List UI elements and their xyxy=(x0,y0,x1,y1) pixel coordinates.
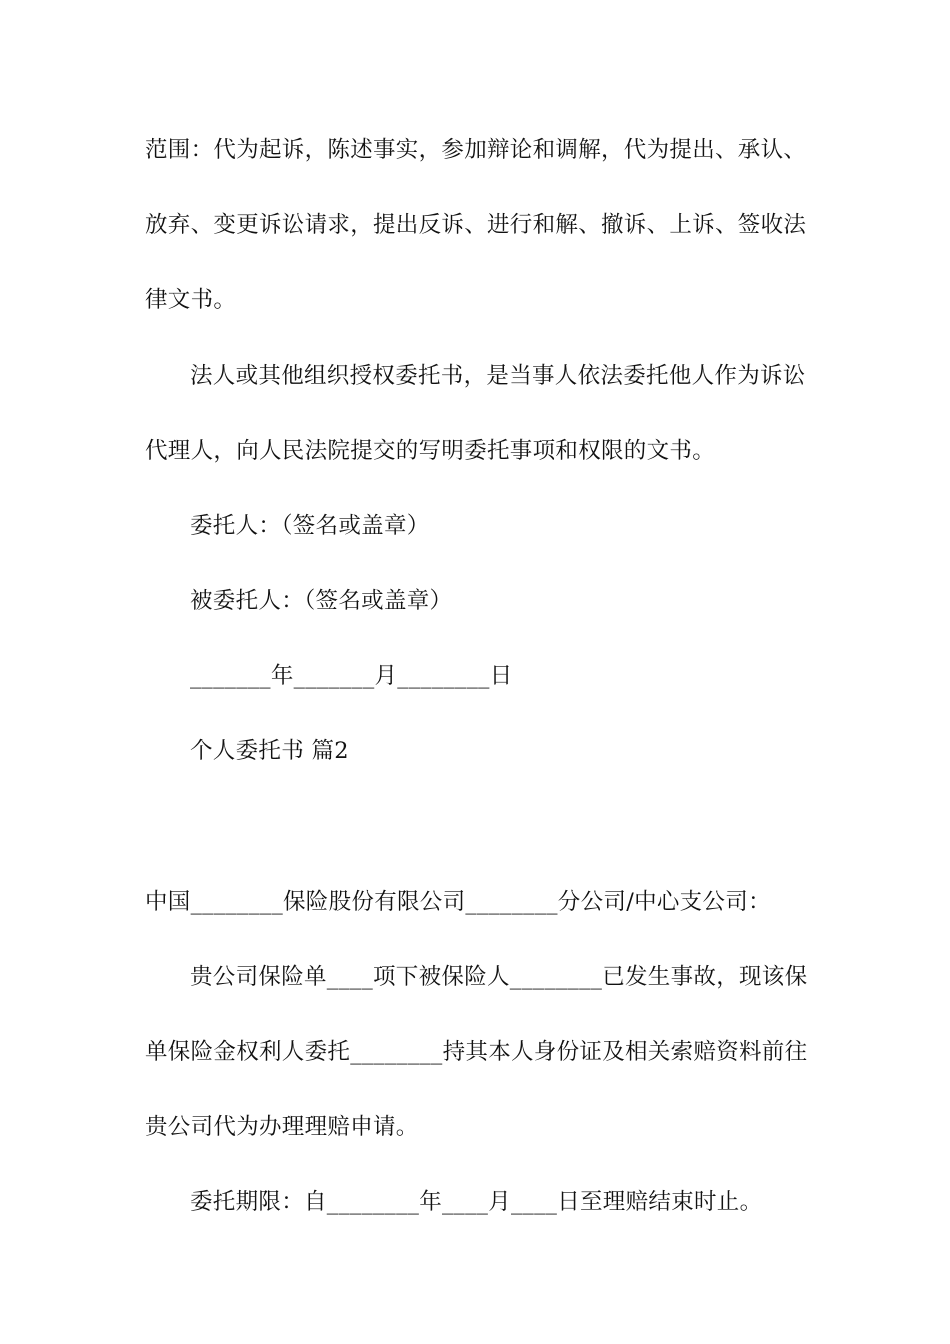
text-line: 范围：代为起诉，陈述事实，参加辩论和调解，代为提出、承认、 xyxy=(145,137,807,163)
text-line: 贵公司代为办理理赔申请。 xyxy=(145,1114,419,1140)
text-line: 放弃、变更诉讼请求，提出反诉、进行和解、撤诉、上诉、签收法 xyxy=(145,212,807,238)
principal-signature-line: 委托人：（签名或盖章） xyxy=(190,513,430,539)
text-line: 代理人，向人民法院提交的写明委托事项和权限的文书。 xyxy=(145,438,716,464)
section-heading: 个人委托书 篇2 xyxy=(190,738,349,764)
paragraph-start: 贵公司保险单____项下被保险人________已发生事故，现该保 xyxy=(190,964,808,990)
date-line: _______年_______月________日 xyxy=(190,663,513,689)
agent-signature-line: 被委托人：（签名或盖章） xyxy=(190,588,453,614)
addressee-line: 中国________保险股份有限公司________分公司/中心支公司： xyxy=(145,889,771,915)
text-line: 律文书。 xyxy=(145,287,237,313)
paragraph-start: 法人或其他组织授权委托书，是当事人依法委托他人作为诉讼 xyxy=(190,363,806,389)
term-line: 委托期限：自________年____月____日至理赔结束时止。 xyxy=(190,1189,763,1215)
text-line: 单保险金权利人委托________持其本人身份证及相关索赔资料前往 xyxy=(145,1039,808,1065)
